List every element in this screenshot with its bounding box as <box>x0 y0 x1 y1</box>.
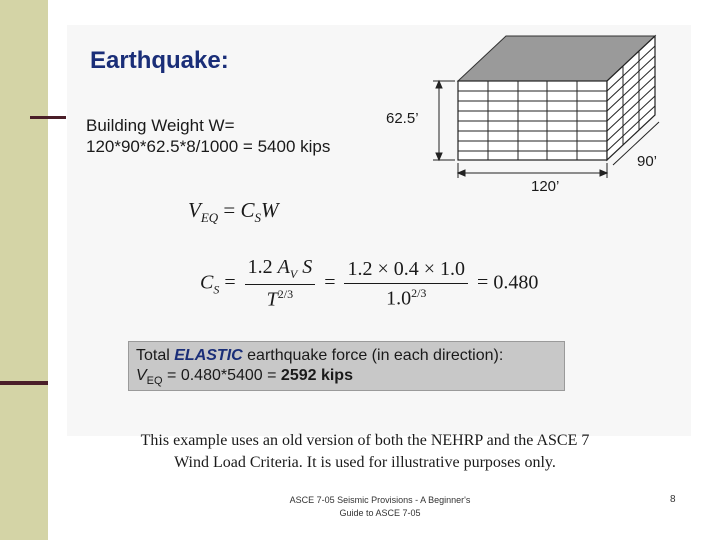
eq1-rhs: C <box>240 198 255 222</box>
weight-line-1: Building Weight W= <box>86 116 235 135</box>
sidebar-strip <box>0 0 48 540</box>
force-emph: ELASTIC <box>174 347 243 364</box>
accent-line-top <box>30 116 66 119</box>
dim-width-label: 120’ <box>531 178 560 195</box>
seismic-coefficient-equation: $C_S$ = $\frac{1.2 A_V S}{T^{2/3}}$ = $\frac{1.2 \times 0.4 \times 1.0}{1.0^{2/3}}$ = 0.480 <box>200 256 539 311</box>
eq2-lhs: C <box>200 271 214 294</box>
width-dimension-line <box>458 163 607 178</box>
dim-height-label: 62.5’ <box>386 110 419 127</box>
slide-title: Earthquake: <box>90 47 229 74</box>
caption-line-2: Wind Load Criteria. It is used for illustrative purposes only. <box>174 454 556 471</box>
fraction-numeric <box>344 258 468 311</box>
building-weight <box>86 115 330 157</box>
f1-num-c: S <box>302 256 313 278</box>
force-pre: Total <box>136 347 170 364</box>
force-v: V <box>136 367 147 384</box>
force-post: earthquake force (in each direction): <box>247 347 504 364</box>
eq2-lhs-sub: S <box>213 282 220 297</box>
footer-line-2: Guide to ASCE 7-05 <box>339 508 421 518</box>
f1-den-exp: 2/3 <box>277 287 294 301</box>
f1-num-b: A <box>277 256 290 278</box>
caption-line-1: This example uses an old version of both the NEHRP and the ASCE 7 <box>140 432 590 449</box>
weight-line-2: 120*90*62.5*8/1000 = 5400 kips <box>86 137 331 156</box>
f2-den-exp: 2/3 <box>411 285 427 300</box>
force-v-sub: EQ <box>146 375 163 388</box>
building-frame-diagram <box>425 30 665 200</box>
slide-caption <box>70 430 660 474</box>
eq1-rhs-sub: S <box>254 210 262 226</box>
f1-den: T <box>266 288 278 311</box>
f2-num: 1.2 × 0.4 × 1.0 <box>344 258 468 284</box>
eq1-tail: W <box>261 198 279 222</box>
base-shear-equation: $V_{EQ} = C_SW$ <box>188 198 279 226</box>
eq1-lhs: V <box>188 198 201 222</box>
footer-text <box>230 494 530 520</box>
fraction-symbolic <box>245 256 316 312</box>
height-dimension-line <box>433 81 455 160</box>
elastic-force-box <box>128 341 565 391</box>
dim-depth-label: 90’ <box>637 153 658 170</box>
f1-num-b-sub: V <box>289 267 298 281</box>
force-calc: = 0.480*5400 = <box>167 367 277 384</box>
eq1-lhs-sub: EQ <box>200 210 219 226</box>
f1-num-a: 1.2 <box>247 256 273 278</box>
accent-line-bottom <box>0 381 48 385</box>
f2-den: 1.0 <box>386 287 412 310</box>
footer-line-1: ASCE 7-05 Seismic Provisions - A Beginner's <box>289 495 471 505</box>
force-result: 2592 kips <box>280 367 353 384</box>
eq2-result: 0.480 <box>493 271 539 294</box>
page-number: 8 <box>670 494 676 505</box>
